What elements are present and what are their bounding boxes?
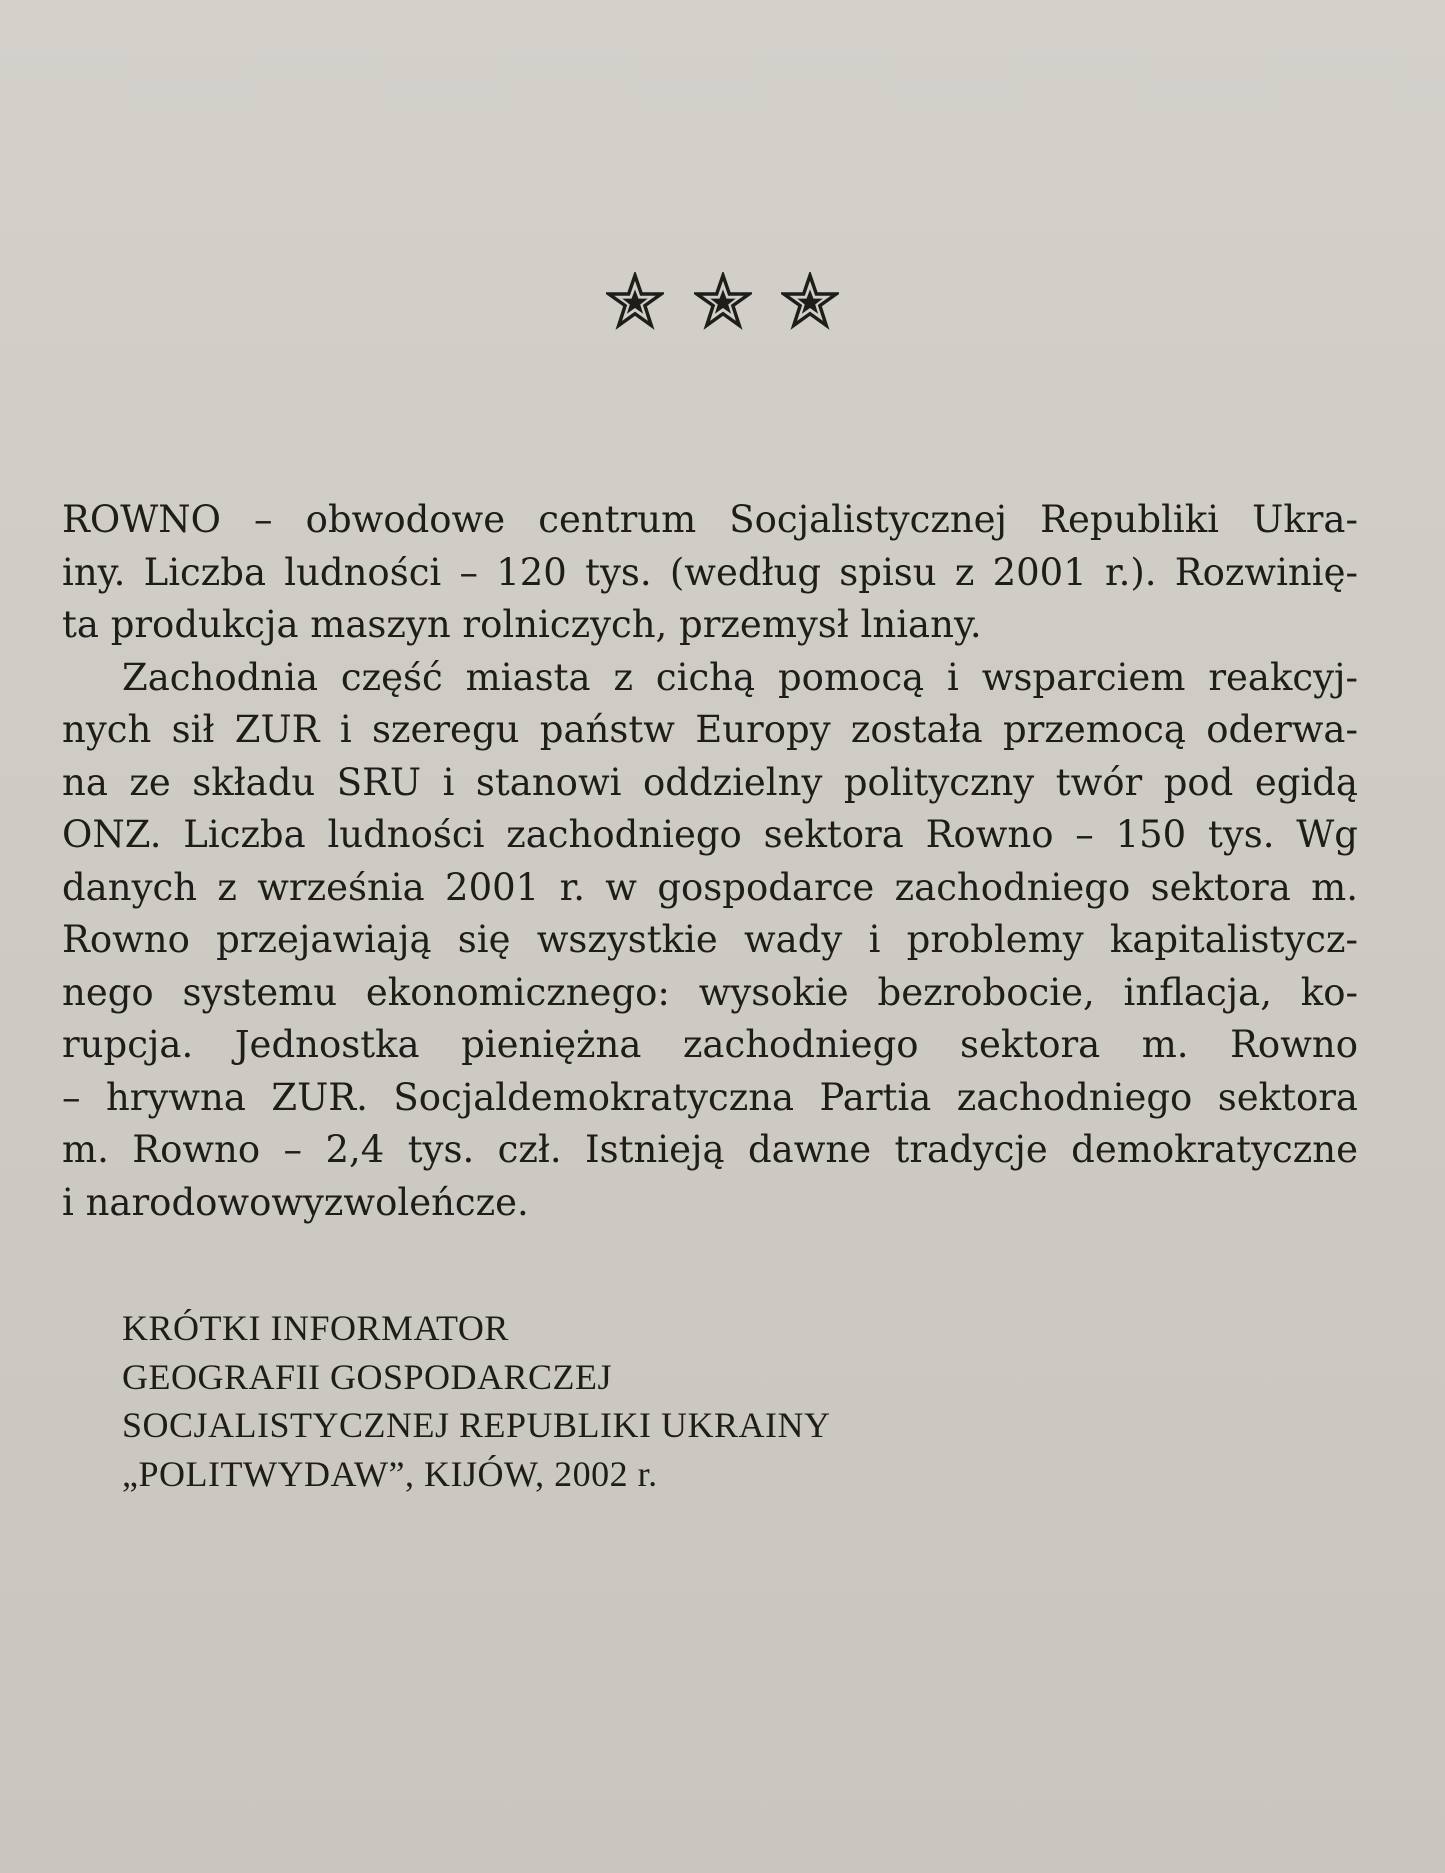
- text-line: nych sił ZUR i szeregu państw Europy została przemocą oderwa-: [62, 708, 1358, 751]
- citation-line: GEOGRAFII GOSPODARCZEJ: [122, 1356, 613, 1397]
- citation-line: KRÓTKI INFORMATOR: [122, 1308, 509, 1348]
- text-line: Zachodnia część miasta z cichą pomocą i wsparciem reakcyj-: [122, 655, 1358, 699]
- citation-line: SOCJALISTYCZNEJ REPUBLIKI UKRAINY: [122, 1405, 831, 1445]
- text-line: Rowno przejawiają się wszystkie wady i problemy kapitalistycz-: [62, 918, 1358, 961]
- text-line: i narodowowyzwoleńcze.: [62, 1180, 529, 1224]
- text-line: danych z września 2001 r. w gospodarce zachodniego sektora m.: [62, 865, 1358, 909]
- star-icon: [606, 272, 664, 330]
- text-line: m. Rowno – 2,4 tys. czł. Istnieją dawne tradycje demokratyczne: [62, 1128, 1358, 1171]
- text-line: ONZ. Liczba ludności zachodniego sektora Rowno – 150 tys. Wg: [62, 813, 1358, 856]
- text-line: rupcja. Jednostka pieniężna zachodniego sektora m. Rowno: [62, 1023, 1358, 1066]
- source-citation: [122, 1304, 831, 1498]
- section-separator: [0, 272, 1445, 334]
- citation-line: „POLITWYDAW”, KIJÓW, 2002 r.: [122, 1453, 658, 1494]
- text-line: na ze składu SRU i stanowi oddzielny polityczny twór pod egidą: [62, 760, 1358, 804]
- article-text: [62, 494, 1358, 1229]
- text-line: ta produkcja maszyn rolniczych, przemysł lniany.: [62, 603, 982, 646]
- star-icon: [694, 272, 752, 330]
- star-icon: [781, 272, 839, 330]
- text-line: ROWNO – obwodowe centrum Socjalistycznej Republiki Ukra-: [62, 498, 1358, 541]
- text-line: nego systemu ekonomicznego: wysokie bezrobocie, inflacja, ko-: [62, 970, 1358, 1014]
- text-line: iny. Liczba ludności – 120 tys. (według spisu z 2001 r.). Rozwinię-: [62, 550, 1358, 594]
- text-line: – hrywna ZUR. Socjaldemokratyczna Partia zachodniego sektora: [62, 1075, 1358, 1119]
